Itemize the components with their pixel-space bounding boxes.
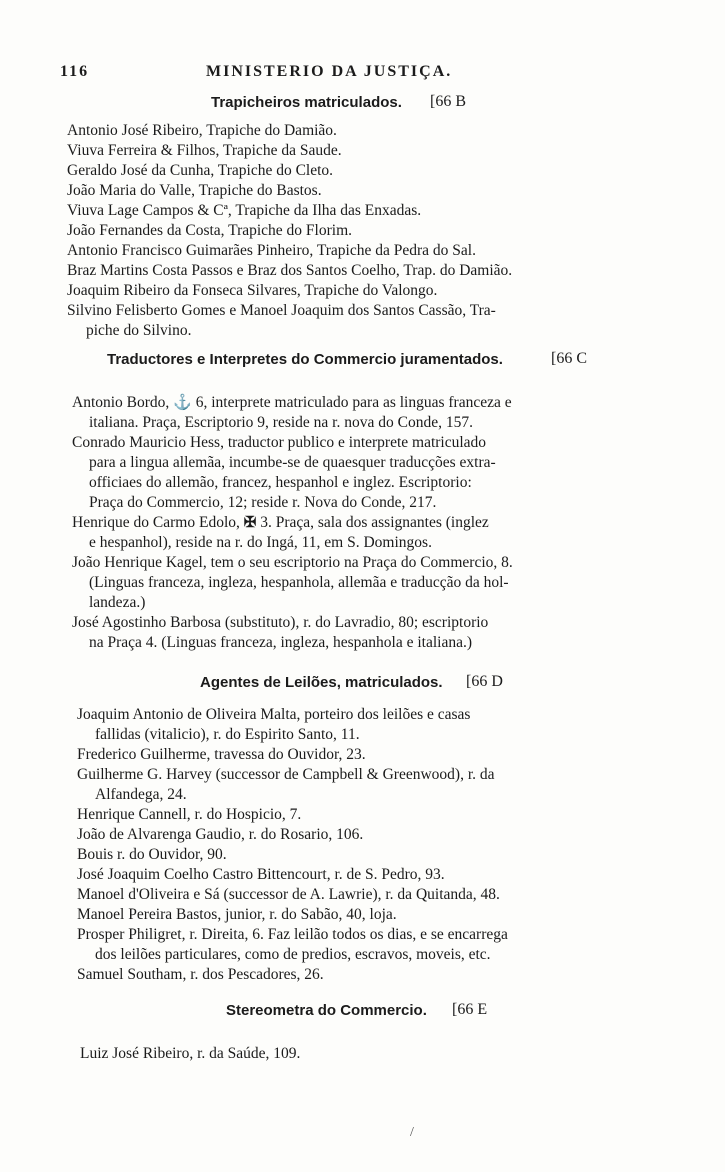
entry-line: piche do Silvino. bbox=[86, 322, 192, 339]
entry-line: José Joaquim Coelho Castro Bittencourt, r. de S. Pedro, 93. bbox=[77, 866, 445, 883]
anchor-icon: ⚓ bbox=[173, 395, 192, 411]
section-ref: [66 D bbox=[466, 673, 503, 690]
section-title: Trapicheiros matriculados. bbox=[211, 94, 402, 111]
entry-line: officiaes do allemão, francez, hespanhol e inglez. Escriptorio: bbox=[89, 474, 472, 491]
entry-line: Alfandega, 24. bbox=[95, 786, 187, 803]
section-title: Stereometra do Commercio. bbox=[226, 1002, 427, 1019]
entry-line: João Fernandes da Costa, Trapiche do Florim. bbox=[67, 222, 353, 239]
entry-line: João Maria do Valle, Trapiche do Bastos. bbox=[67, 182, 322, 199]
cross-icon: ✠ bbox=[243, 515, 257, 531]
section-title: Traductores e Interpretes do Commercio juramentados. bbox=[107, 351, 503, 368]
entry-text: 3. Praça, sala dos assignantes (inglez bbox=[260, 514, 489, 531]
entry-line: dos leilões particulares, como de predios, escravos, moveis, etc. bbox=[95, 946, 491, 963]
entry-line: Geraldo José da Cunha, Trapiche do Cleto. bbox=[67, 162, 334, 179]
entry-line: Frederico Guilherme, travessa do Ouvidor, 23. bbox=[77, 746, 366, 763]
entry-line: fallidas (vitalicio), r. do Espirito Santo, 11. bbox=[95, 726, 360, 743]
entry-line: Silvino Felisberto Gomes e Manoel Joaquim dos Santos Cassão, Tra- bbox=[67, 302, 496, 319]
entry-line: Viuva Ferreira & Filhos, Trapiche da Saude. bbox=[67, 142, 342, 159]
entry-line: João Henrique Kagel, tem o seu escriptorio na Praça do Commercio, 8. bbox=[72, 554, 513, 571]
section-heading-trapicheiros bbox=[0, 94, 725, 116]
entry-line bbox=[72, 393, 512, 413]
running-title: MINISTERIO DA JUSTIÇA. bbox=[206, 63, 453, 80]
entry-line: Antonio Francisco Guimarães Pinheiro, Trapiche da Pedra do Sal. bbox=[67, 242, 476, 259]
entry-line: Joaquim Ribeiro da Fonseca Silvares, Trapiche do Valongo. bbox=[67, 282, 438, 299]
entry-line: Manoel d'Oliveira e Sá (successor de A. Lawrie), r. da Quitanda, 48. bbox=[77, 886, 500, 903]
entry-line: Conrado Mauricio Hess, traductor publico e interprete matriculado bbox=[72, 434, 487, 451]
section-title: Agentes de Leilões, matriculados. bbox=[200, 674, 443, 691]
entry-line: Guilherme G. Harvey (successor de Campbell & Greenwood), r. da bbox=[77, 766, 495, 783]
entry-line: e hespanhol), reside na r. do Ingá, 11, em S. Domingos. bbox=[89, 534, 432, 551]
entry-line: Joaquim Antonio de Oliveira Malta, porteiro dos leilões e casas bbox=[77, 706, 471, 723]
section-ref: [66 B bbox=[430, 93, 466, 110]
entry-line: Samuel Southam, r. dos Pescadores, 26. bbox=[77, 966, 324, 983]
entry-line: na Praça 4. (Linguas franceza, ingleza, hespanhola e italiana.) bbox=[89, 634, 473, 651]
entry-line: Braz Martins Costa Passos e Braz dos Santos Coelho, Trap. do Damião. bbox=[67, 262, 513, 279]
section-heading-agentes bbox=[0, 674, 725, 696]
entry-text: Henrique do Carmo Edolo, bbox=[72, 514, 240, 531]
entry-line: João de Alvarenga Gaudio, r. do Rosario, 106. bbox=[77, 826, 364, 843]
entry-line: italiana. Praça, Escriptorio 9, reside na r. nova do Conde, 157. bbox=[89, 414, 473, 431]
entry-text: Antonio Bordo, bbox=[72, 394, 170, 411]
entry-line: José Agostinho Barbosa (substituto), r. do Lavradio, 80; escriptorio bbox=[72, 614, 489, 631]
entry-line: Manoel Pereira Bastos, junior, r. do Sabão, 40, loja. bbox=[77, 906, 397, 923]
running-head bbox=[60, 63, 660, 85]
entry-line: Henrique Cannell, r. do Hospicio, 7. bbox=[77, 806, 302, 823]
entry-line: landeza.) bbox=[89, 594, 146, 611]
section-ref: [66 E bbox=[452, 1001, 488, 1018]
stray-mark: / bbox=[410, 1125, 414, 1140]
entry-line: Prosper Philigret, r. Direita, 6. Faz leilão todos os dias, e se encarrega bbox=[77, 926, 508, 943]
section-heading-traductores bbox=[0, 351, 725, 373]
entry-line: Luiz José Ribeiro, r. da Saúde, 109. bbox=[80, 1045, 301, 1062]
entry-line bbox=[72, 513, 489, 533]
entry-line: Antonio José Ribeiro, Trapiche do Damião. bbox=[67, 122, 337, 139]
section-heading-stereometra bbox=[0, 1002, 725, 1024]
entry-line: Viuva Lage Campos & Cª, Trapiche da Ilha das Enxadas. bbox=[67, 202, 422, 219]
entry-line: para a lingua allemãa, incumbe-se de quaesquer traducções extra- bbox=[89, 454, 496, 471]
entry-line: Praça do Commercio, 12; reside r. Nova do Conde, 217. bbox=[89, 494, 437, 511]
section-ref: [66 C bbox=[551, 350, 587, 367]
page-number: 116 bbox=[60, 63, 90, 80]
entry-line: Bouis r. do Ouvidor, 90. bbox=[77, 846, 227, 863]
entry-line: (Linguas franceza, ingleza, hespanhola, allemãa e traducção da hol- bbox=[89, 574, 509, 591]
entry-text: 6, interprete matriculado para as linguas franceza e bbox=[195, 394, 512, 411]
